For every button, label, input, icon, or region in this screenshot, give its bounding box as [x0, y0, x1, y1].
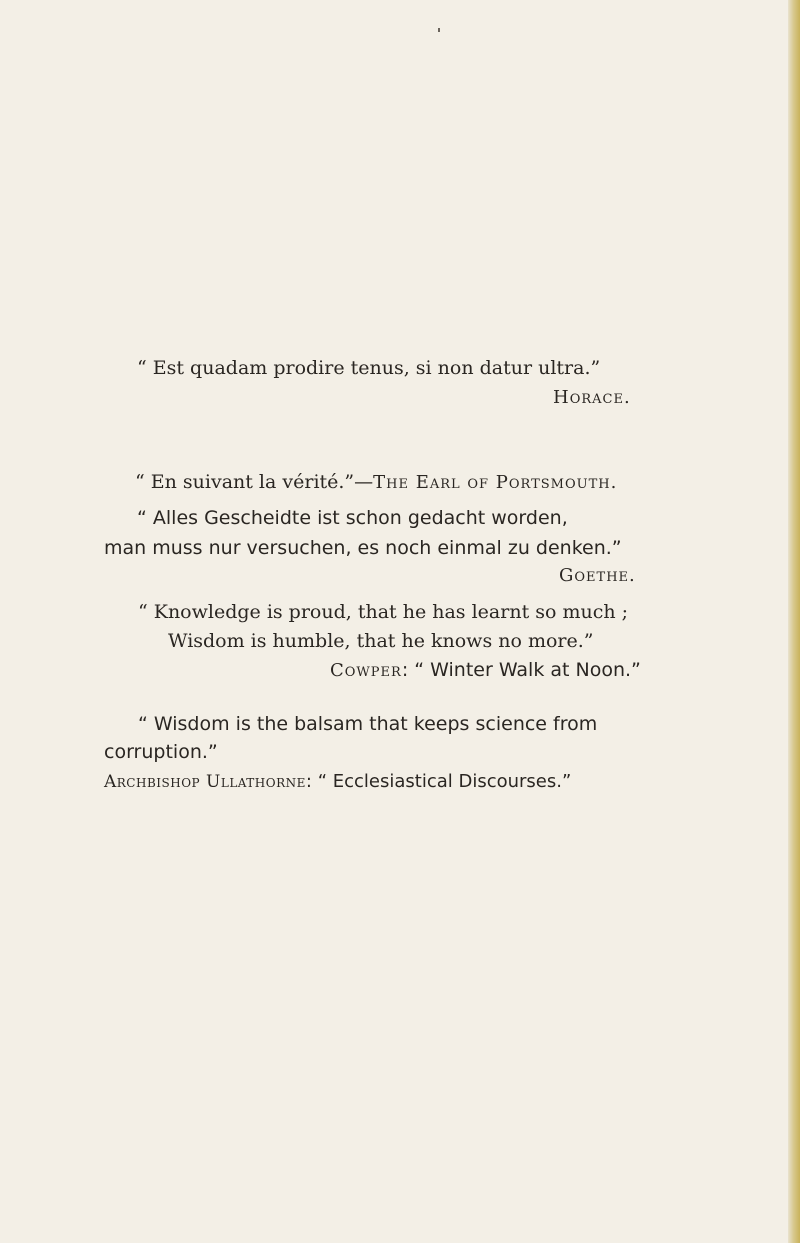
quote-goethe-line1: “ Alles Gescheidte ist schon gedacht worden,	[137, 507, 568, 529]
printer-mark	[438, 28, 440, 32]
quote-cowper-author: Cowper	[330, 660, 402, 681]
quote-goethe-attribution: Goethe.	[559, 565, 636, 586]
quote-portsmouth	[135, 470, 617, 495]
quote-goethe-line2: man muss nur versuchen, es noch einmal zu denken.”	[104, 537, 622, 559]
quote-portsmouth-text: “ En suivant la vérité.”—	[135, 471, 374, 493]
page-edge	[788, 0, 800, 1243]
quote-horace-attribution: Horace.	[553, 387, 631, 408]
quote-horace-text: “ Est quadam prodire tenus, si non datur ultra.”	[137, 357, 601, 379]
quote-ullathorne-attribution	[104, 769, 571, 794]
quote-portsmouth-attribution: The Earl of Portsmouth.	[373, 472, 618, 493]
quote-cowper-source: : “ Winter Walk at Noon.”	[401, 659, 641, 681]
quote-ullathorne-author: Archbishop Ullathorne	[104, 772, 306, 792]
quote-cowper-attribution	[330, 658, 641, 683]
quote-ullathorne-line2: corruption.”	[104, 741, 218, 763]
quote-cowper-line2: Wisdom is humble, that he knows no more.”	[168, 630, 594, 652]
quote-ullathorne-line1: “ Wisdom is the balsam that keeps science from	[138, 713, 598, 735]
quote-ullathorne-source: : “ Ecclesiastical Discourses.”	[305, 771, 572, 792]
quote-cowper-line1: “ Knowledge is proud, that he has learnt so much ;	[138, 601, 629, 623]
